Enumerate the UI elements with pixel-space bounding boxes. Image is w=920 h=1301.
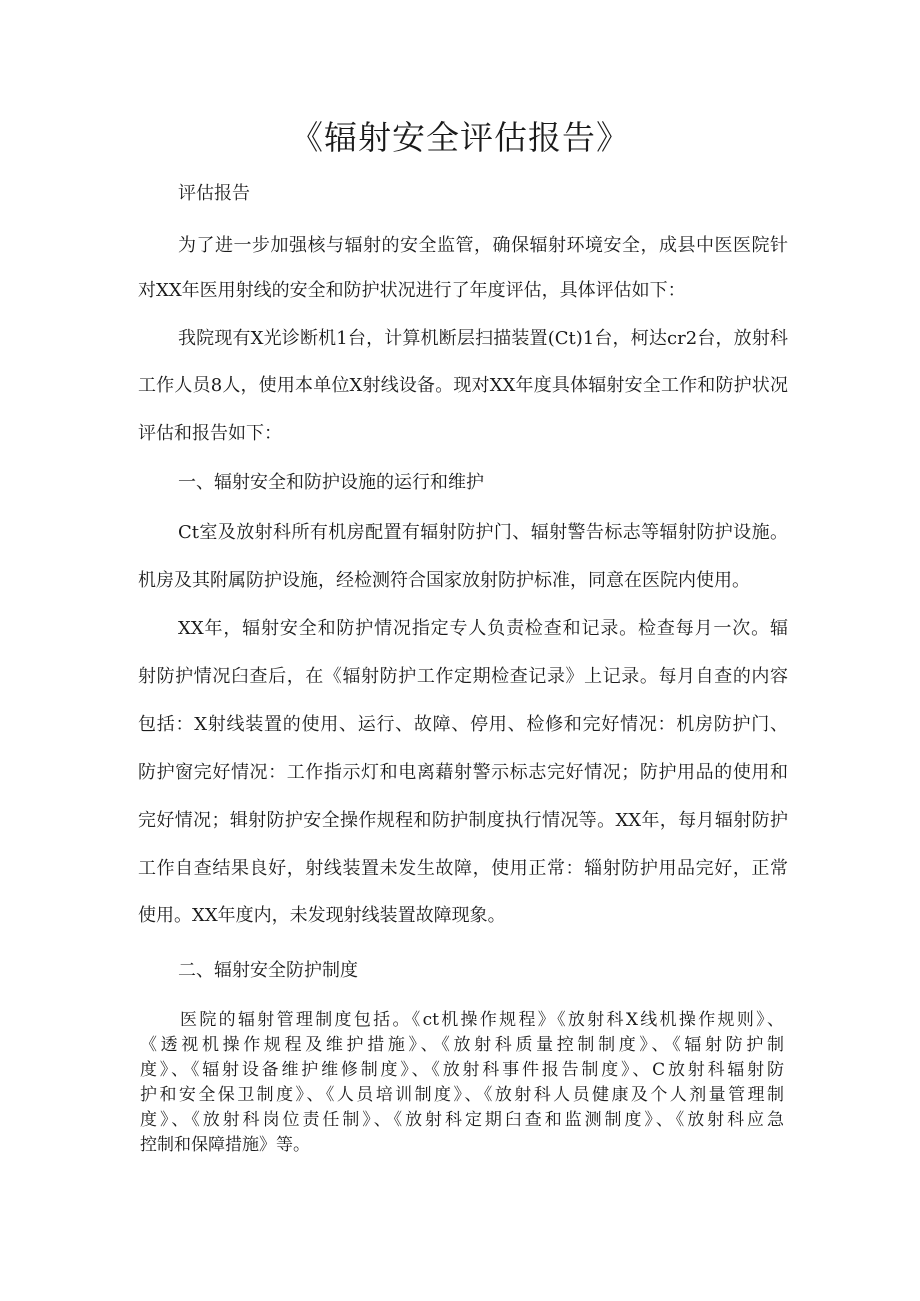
paragraph-line: 我院现有X光诊断机1台，计算机断层扫描装置(Ct)1台，柯达cr2台，放射科	[178, 328, 788, 349]
section-label: 评估报告	[178, 183, 250, 204]
paragraph-line: 射防护情况臼查后，在《辐射防护工作定期检查记录》上记录。每月自查的内容	[138, 666, 788, 687]
paragraph-line: 为了进一步加强核与辐射的安全监管，确保辐射环境安全，成县中医医院针	[178, 235, 788, 256]
paragraph-line: 机房及其附属防护设施，经检测符合国家放射防护标准，同意在医院内使用。	[138, 570, 750, 591]
paragraph-line: 度》、《辐射设备维护维修制度》、《放射科事件报告制度》、C放射科辐射防	[140, 1060, 784, 1080]
document-title: 《辐射安全评估报告》	[290, 118, 630, 157]
paragraph-line: 护和安全保卫制度》、《人员培训制度》、《放射科人员健康及个人剂量管理制	[140, 1085, 784, 1105]
paragraph-line: Ct室及放射科所有机房配置有辐射防护门、辐射警告标志等辐射防护设施。	[178, 522, 788, 543]
paragraph-line: 对XX年医用射线的安全和防护状况进行了年度评估，具体评估如下：	[138, 280, 686, 301]
section-heading: 一、辐射安全和防护设施的运行和维护	[178, 472, 484, 493]
paragraph-line: 医院的辐射管理制度包括。《ct机操作规程》《放射科X线机操作规则》、	[180, 1010, 784, 1030]
paragraph-line: 防护窗完好情况：工作指示灯和电离藉射警示标志完好情况；防护用品的使用和	[138, 762, 788, 783]
paragraph-line: 包括：X射线装置的使用、运行、故障、停用、检修和完好情况：机房防护门、	[138, 714, 788, 735]
paragraph-line: 工作自查结果良好，射线装置未发生故障，使用正常：辎射防护用品完好，正常	[138, 858, 788, 879]
paragraph-line: 评估和报告如下：	[138, 423, 282, 444]
paragraph-line: 工作人员8人，使用本单位X射线设备。现对XX年度具体辐射安全工作和防护状况	[138, 375, 788, 396]
paragraph-line: XX年，辐射安全和防护情况指定专人负责检查和记录。检查每月一次。辐	[178, 618, 788, 639]
paragraph-line: 度》、《放射科岗位责任制》、《放射科定期臼查和监测制度》、《放射科应急	[140, 1110, 784, 1130]
paragraph-line: 使用。XX年度内，未发现射线装置故障现象。	[138, 905, 506, 926]
section-heading: 二、辐射安全防护制度	[178, 960, 358, 981]
paragraph-line: 《透视机操作规程及维护措施》、《放射科质量控制制度》、《辐射防护制	[140, 1035, 784, 1055]
paragraph-line: 控制和保障措施》等。	[140, 1135, 310, 1155]
paragraph-line: 完好情况；辑射防护安全操作规程和防护制度执行情况等。XX年，每月辐射防护	[138, 810, 788, 831]
